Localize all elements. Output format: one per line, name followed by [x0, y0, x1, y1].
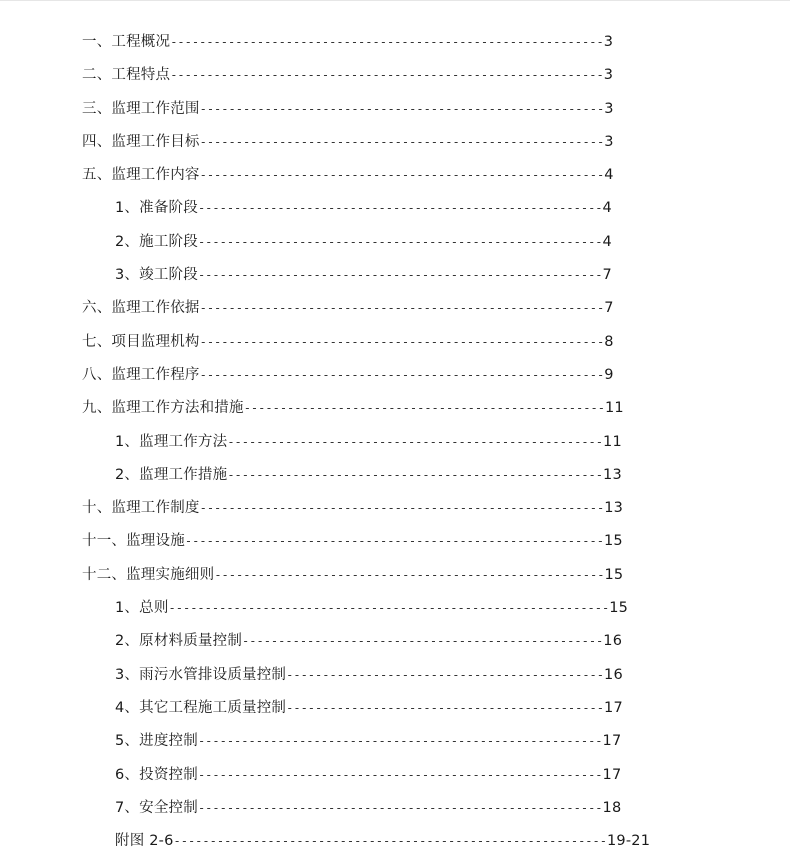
toc-leader: ---------------------------------------------------------- — [184, 534, 604, 549]
toc-leader: -------------------------------------------------- — [242, 634, 604, 649]
toc-entry-page: 3 — [603, 67, 614, 84]
toc-subentry[interactable] — [0, 624, 790, 657]
toc-entry-label: 6、投资控制 — [115, 766, 198, 783]
toc-entry[interactable] — [0, 25, 790, 58]
toc-entry-page: 4 — [604, 167, 614, 184]
toc-leader: -------------------------------------------- — [286, 667, 605, 682]
toc-subentry[interactable] — [0, 758, 790, 791]
toc-entry-label: 三、监理工作范围 — [82, 100, 200, 117]
toc-entry-page: 18 — [602, 799, 622, 816]
toc-leader: -------------------------------------------------------- — [199, 101, 605, 116]
toc-entry-page: 8 — [604, 333, 614, 350]
toc-entry-page: 16 — [604, 666, 623, 683]
toc-appendix-entry[interactable] — [0, 824, 790, 857]
toc-entry-page: 13 — [603, 466, 622, 483]
toc-entry-label: 1、准备阶段 — [115, 200, 198, 217]
toc-leader: ---------------------------------------------------- — [227, 467, 604, 482]
toc-subentry[interactable] — [0, 458, 790, 491]
toc-entry[interactable] — [0, 125, 790, 158]
toc-leader: -------------------------------------------- — [286, 700, 605, 715]
toc-entry-page: 3 — [604, 133, 614, 150]
table-of-contents — [0, 25, 790, 857]
toc-leader: -------------------------------------------------------- — [197, 767, 603, 782]
toc-entry[interactable] — [0, 58, 790, 91]
toc-entry[interactable] — [0, 391, 790, 424]
toc-subentry[interactable] — [0, 225, 790, 258]
toc-entry-page: 4 — [602, 233, 612, 250]
toc-entry[interactable] — [0, 92, 790, 125]
toc-entry-label: 八、监理工作程序 — [82, 366, 200, 383]
toc-subentry[interactable] — [0, 791, 790, 824]
toc-leader: ------------------------------------------------------------ — [170, 68, 604, 83]
toc-subentry[interactable] — [0, 191, 790, 224]
toc-entry-page: 17 — [602, 766, 622, 783]
toc-entry-page: 3 — [603, 34, 614, 50]
toc-entry-label: 4、其它工程施工质量控制 — [115, 699, 287, 716]
top-divider — [0, 0, 790, 1]
toc-entry-label: 四、监理工作目标 — [82, 133, 200, 150]
toc-entry-page: 11 — [603, 433, 622, 450]
toc-entry-page: 4 — [602, 200, 612, 217]
toc-subentry[interactable] — [0, 724, 790, 757]
toc-entry-label: 1、总则 — [115, 600, 169, 617]
toc-entry[interactable] — [0, 291, 790, 324]
toc-leader: -------------------------------------------------------- — [197, 734, 603, 749]
toc-entry[interactable] — [0, 325, 790, 358]
toc-entry[interactable] — [0, 558, 790, 591]
toc-entry-label: 附图 2-6 — [115, 833, 174, 850]
toc-leader: -------------------------------------------------------- — [199, 301, 605, 316]
toc-entry-page: 13 — [604, 500, 624, 517]
toc-entry-label: 七、项目监理机构 — [82, 333, 200, 350]
toc-entry-page: 7 — [602, 267, 612, 284]
toc-entry-label: 二、工程特点 — [82, 67, 171, 84]
toc-entry-label: 十二、监理实施细则 — [82, 566, 215, 583]
toc-entry-label: 九、监理工作方法和措施 — [82, 400, 244, 417]
toc-entry-label: 2、原材料质量控制 — [115, 633, 243, 650]
toc-entry-label: 五、监理工作内容 — [82, 167, 200, 184]
toc-entry-page: 16 — [603, 633, 623, 650]
toc-entry-page: 15 — [603, 533, 623, 550]
toc-entry-page: 17 — [602, 733, 622, 750]
toc-entry-label: 5、进度控制 — [115, 733, 198, 750]
toc-leader: -------------------------------------------------------- — [199, 334, 605, 349]
toc-entry-label: 十一、监理设施 — [82, 533, 185, 550]
toc-entry[interactable] — [0, 158, 790, 191]
toc-subentry[interactable] — [0, 425, 790, 458]
toc-leader: -------------------------------------------------------- — [197, 201, 603, 216]
toc-entry-page: 9 — [604, 366, 614, 383]
toc-leader: -------------------------------------------------------- — [199, 367, 605, 382]
toc-entry-page: 7 — [604, 300, 614, 317]
toc-entry-label: 2、监理工作措施 — [115, 466, 228, 483]
toc-entry-page: 19-21 — [606, 833, 651, 850]
toc-leader: -------------------------------------------------- — [243, 401, 605, 416]
toc-leader: -------------------------------------------------------- — [197, 800, 603, 815]
toc-leader: -------------------------------------------------------- — [197, 234, 603, 249]
toc-entry-label: 1、监理工作方法 — [115, 433, 228, 450]
toc-entry-label: 3、雨污水管排设质量控制 — [115, 666, 287, 683]
toc-entry-page: 15 — [609, 600, 629, 617]
toc-subentry[interactable] — [0, 691, 790, 724]
toc-leader: ------------------------------------------------------------- — [168, 601, 610, 616]
toc-entry-page: 15 — [604, 566, 624, 583]
toc-entry[interactable] — [0, 524, 790, 557]
toc-leader: -------------------------------------------------------- — [199, 501, 605, 516]
toc-entry-page: 11 — [604, 400, 624, 417]
toc-entry-label: 一、工程概况 — [82, 34, 171, 50]
toc-leader: ---------------------------------------------------- — [227, 434, 604, 449]
toc-leader: -------------------------------------------------------- — [197, 268, 603, 283]
toc-subentry[interactable] — [0, 258, 790, 291]
toc-leader: ------------------------------------------------------ — [214, 567, 605, 582]
toc-entry-page: 3 — [604, 100, 614, 117]
toc-entry[interactable] — [0, 491, 790, 524]
toc-entry-page: 17 — [604, 699, 623, 716]
toc-entry-label: 2、施工阶段 — [115, 233, 198, 250]
toc-leader: ------------------------------------------------------------ — [170, 35, 604, 49]
toc-entry[interactable] — [0, 358, 790, 391]
toc-subentry[interactable] — [0, 658, 790, 691]
toc-entry-label: 十、监理工作制度 — [82, 500, 200, 517]
toc-leader: ------------------------------------------------------------ — [173, 834, 607, 849]
toc-entry-label: 3、竣工阶段 — [115, 267, 198, 284]
toc-entry-label: 7、安全控制 — [115, 799, 198, 816]
toc-subentry[interactable] — [0, 591, 790, 624]
toc-leader: -------------------------------------------------------- — [199, 168, 605, 183]
toc-entry-label: 六、监理工作依据 — [82, 300, 200, 317]
toc-leader: -------------------------------------------------------- — [199, 134, 605, 149]
